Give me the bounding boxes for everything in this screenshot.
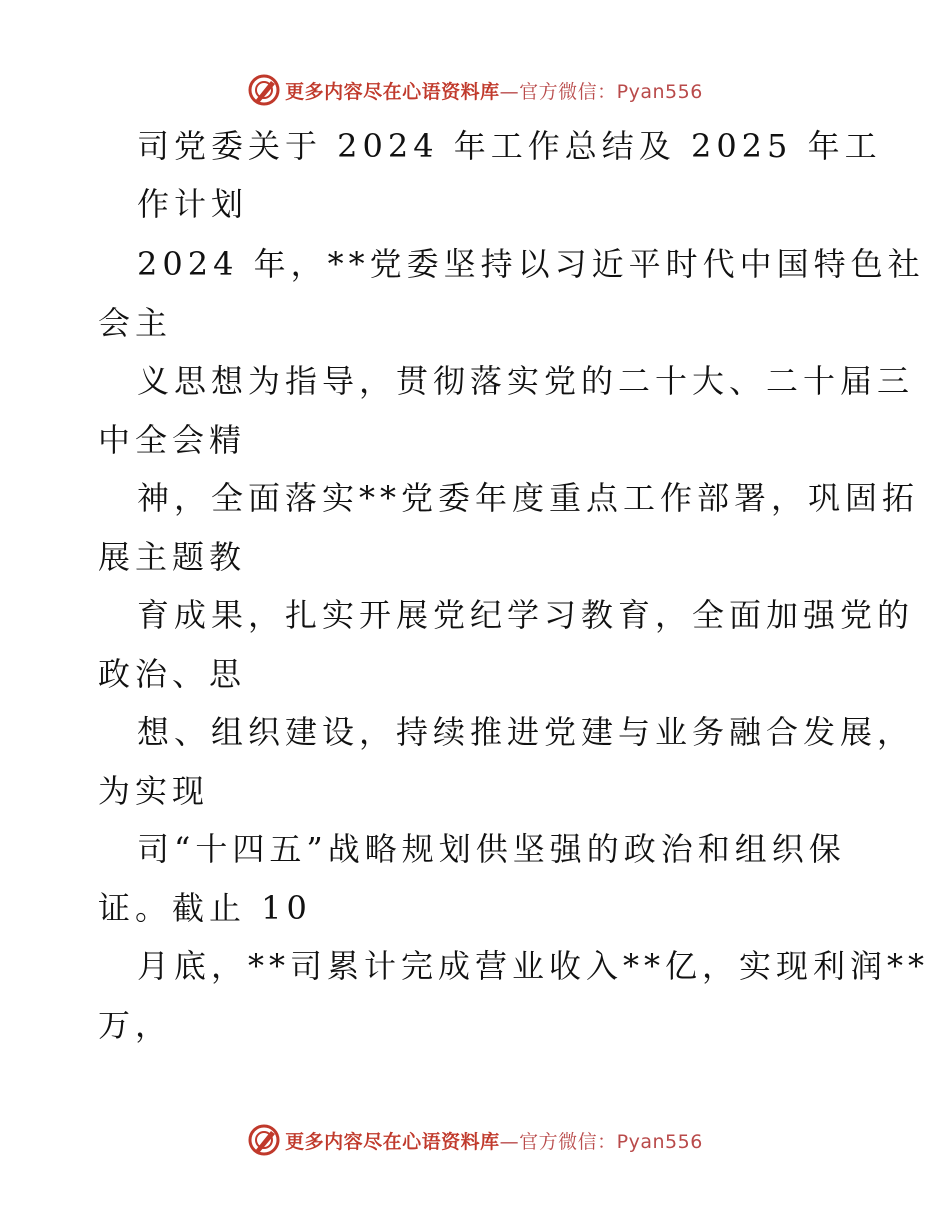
doc-line: 育成果，扎实开展党纪学习教育，全面加强党的 <box>137 596 915 634</box>
pen-logo-icon <box>247 1123 281 1157</box>
doc-line: 司党委关于 2024 年工作总结及 2025 年工 <box>137 127 882 165</box>
watermark-text <box>285 77 703 104</box>
header-watermark <box>0 70 950 110</box>
doc-line: 为实现 <box>98 772 210 810</box>
doc-line: 证。截止 10 <box>98 889 312 927</box>
pen-logo-icon <box>247 73 281 107</box>
doc-line: 2024 年，**党委坚持以习近平时代中国特色社 <box>137 245 925 283</box>
doc-line: 会主 <box>98 304 173 342</box>
doc-line: 想、组织建设，持续推进党建与业务融合发展， <box>137 713 915 751</box>
watermark-contact: —官方微信：Pyan556 <box>499 1130 703 1153</box>
doc-line: 政治、思 <box>98 655 247 693</box>
doc-line: 中全会精 <box>98 421 247 459</box>
watermark-highlight: 更多内容尽在心语资料库 <box>285 1130 500 1153</box>
doc-line: 展主题教 <box>98 538 247 576</box>
watermark-text <box>285 1127 703 1154</box>
doc-line: 万， <box>98 1006 173 1044</box>
doc-line: 作计划 <box>137 185 249 223</box>
doc-line: 义思想为指导，贯彻落实党的二十大、二十届三 <box>137 362 915 400</box>
watermark-contact: —官方微信：Pyan556 <box>499 80 703 103</box>
watermark-highlight: 更多内容尽在心语资料库 <box>285 80 500 103</box>
footer-watermark <box>0 1120 950 1160</box>
doc-line: 神，全面落实**党委年度重点工作部署，巩固拓 <box>137 479 920 517</box>
doc-line: 月底，**司累计完成营业收入**亿，实现利润** <box>137 947 930 985</box>
doc-line: 司“十四五”战略规划供坚强的政治和组织保 <box>137 830 846 868</box>
